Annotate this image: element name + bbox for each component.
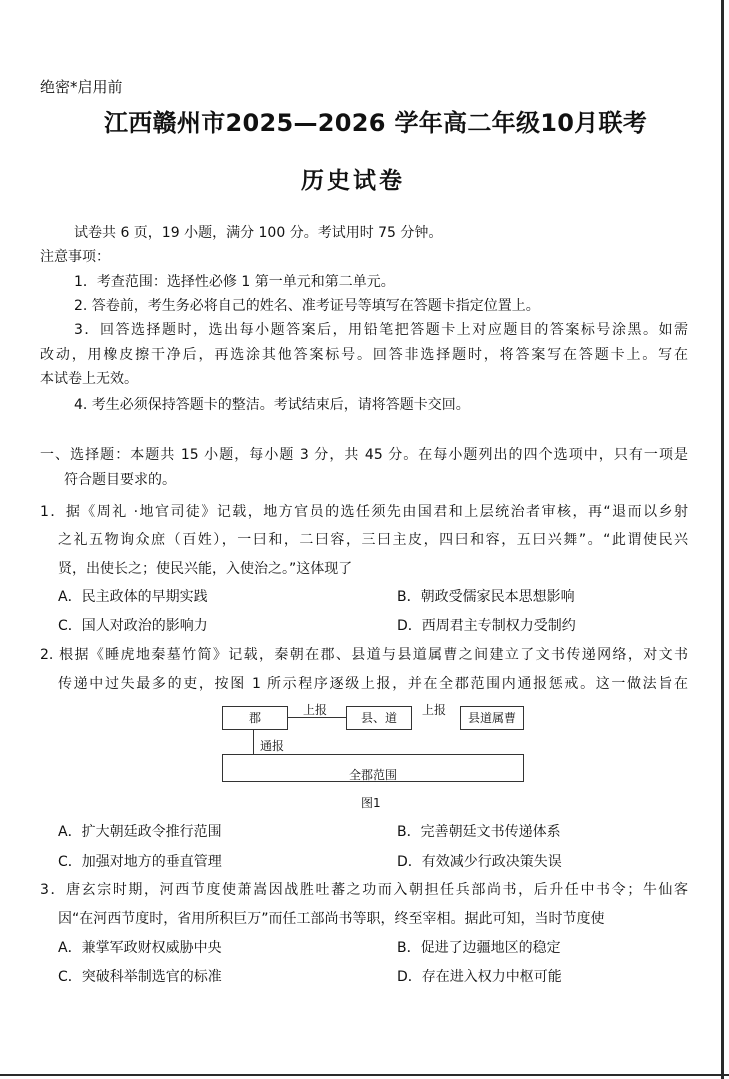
q1-option-d: D．西周君主专制权力受制约	[397, 618, 576, 634]
q1-option-c: C．国人对政治的影响力	[58, 618, 208, 634]
secret-label: 绝密*启用前	[40, 78, 123, 96]
q2-stem-line-1: 2. 根据《睡虎地秦墓竹简》记载，秦朝在郡、县道与县道属曹之间建立了文书传递网络，对文书	[40, 647, 688, 663]
note-1: 1．考查范围：选择性必修 1 第一单元和第二单元。	[74, 274, 395, 290]
section-1-heading: 一、选择题：本题共 15 小题，每小题 3 分，共 45 分。在每小题列出的四个选项中，只有一项是	[40, 447, 688, 463]
q3-option-c: C．突破科举制选官的标准	[58, 969, 222, 985]
q2-option-b: B．完善朝廷文书传递体系	[397, 824, 561, 840]
q3-option-a: A．兼掌军政财权威胁中央	[58, 940, 222, 956]
q3-option-d: D．存在进入权力中枢可能	[397, 969, 562, 985]
notes-title: 注意事项：	[40, 249, 110, 265]
q2-option-a: A．扩大朝廷政令推行范围	[58, 824, 222, 840]
label-notify: 通报	[260, 739, 285, 753]
q3-option-b: B．促进了边疆地区的稳定	[397, 940, 561, 956]
q1-option-b: B．朝政受儒家民本思想影响	[397, 589, 575, 605]
page-border-bottom	[0, 1074, 729, 1076]
q1-stem-line-1: 1．据《周礼 ·地官司徒》记载，地方官员的选任须先由国君和上层统治者审核，再“退而以乡射	[40, 504, 688, 520]
note-2: 2. 答卷前，考生务必将自己的姓名、准考证号等填写在答题卡指定位置上。	[74, 298, 540, 314]
note-3-line-2: 改动，用橡皮擦干净后，再选涂其他答案标号。回答非选择题时，将答案写在答题卡上。写在	[40, 347, 688, 363]
q2-option-c: C．加强对地方的垂直管理	[58, 854, 222, 870]
connector-jun-xiandao	[288, 717, 346, 718]
q2-stem-line-2: 传递中过失最多的吏，按图 1 所示程序逐级上报，并在全郡范围内通报惩戒。这一做法旨在	[58, 676, 688, 692]
box-jun: 郡	[222, 706, 288, 730]
q3-stem-line-1: 3．唐玄宗时期，河西节度使萧嵩因战胜吐蕃之功而入朝担任兵部尚书，后升任中书令；牛仙客	[40, 882, 688, 898]
box-entire-jun-scope: 全郡范围	[222, 754, 524, 782]
box-xian-dao: 县、道	[346, 706, 412, 730]
box-xiandao-shucao: 县道属曹	[460, 706, 524, 730]
q1-option-a: A．民主政体的早期实践	[58, 589, 208, 605]
note-3-line-3: 本试卷上无效。	[40, 371, 138, 387]
note-3-line-1: 3．回答选择题时，选出每小题答案后，用铅笔把答题卡上对应题目的答案标号涂黑。如需	[74, 322, 688, 338]
page-border-right	[721, 0, 724, 1079]
label-report-up-2: 上报	[422, 703, 447, 717]
q1-stem-line-3: 贤，出使长之；使民兴能，入使治之。”这体现了	[58, 561, 353, 577]
note-4: 4. 考生必须保持答题卡的整洁。考试结束后，请将答题卡交回。	[74, 397, 470, 413]
figure-caption: 图1	[361, 796, 381, 810]
exam-title: 江西赣州市2025—2026 学年高二年级10月联考	[104, 109, 648, 137]
figure-1-diagram	[220, 702, 530, 784]
q2-option-d: D．有效减少行政决策失误	[397, 854, 562, 870]
q1-stem-line-2: 之礼五物询众庶（百姓），一曰和，二曰容，三曰主皮，四曰和容，五曰兴舞”。“此谓使民兴	[58, 532, 688, 548]
exam-summary: 试卷共 6 页，19 小题，满分 100 分。考试用时 75 分钟。	[74, 225, 443, 241]
exam-subtitle: 历史试卷	[301, 168, 405, 194]
label-report-up-1: 上报	[303, 703, 328, 717]
q3-stem-line-2: 因“在河西节度时，省用所积巨万”而任工部尚书等职，终至宰相。据此可知，当时节度使	[58, 911, 605, 927]
connector-notify	[253, 730, 254, 754]
section-1-heading-cont: 符合题目要求的。	[64, 472, 176, 488]
